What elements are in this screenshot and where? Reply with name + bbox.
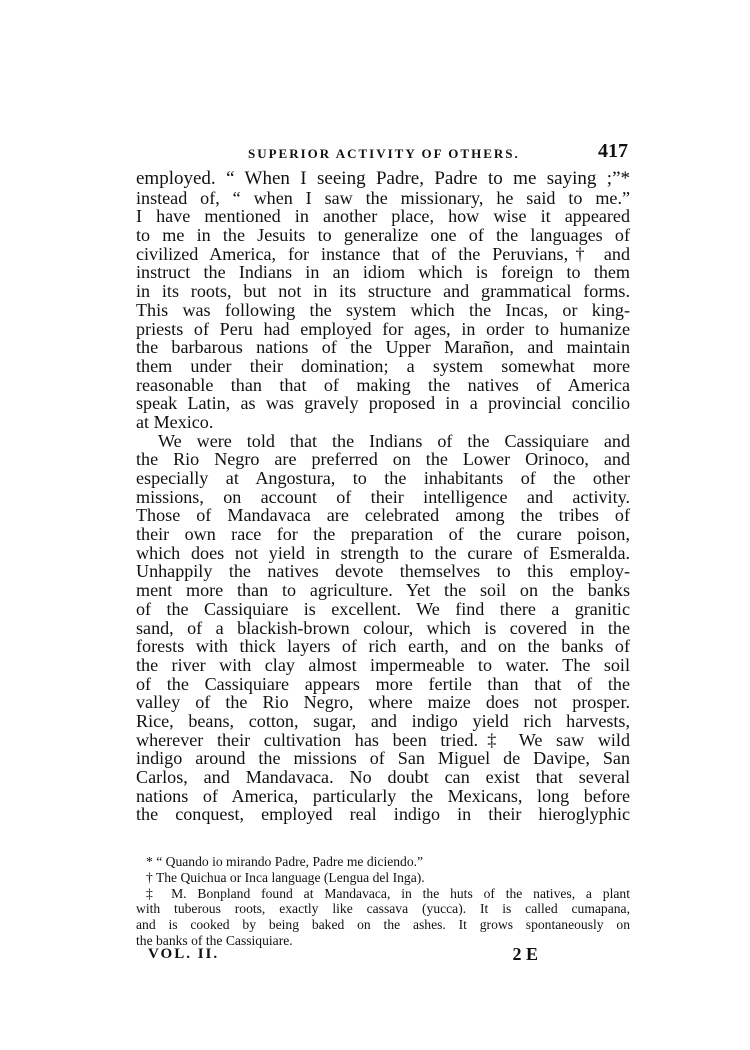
text-line: the conquest, employed real indigo in their hieroglyphic [136, 804, 630, 825]
text-line: of the Cassiquiare appears more fertile than that of the [136, 673, 630, 694]
footnote-line: † The Quichua or Inca language (Lengua del Inga). [146, 869, 425, 885]
text-line: We were told that the Indians of the Cassiquiare and [158, 430, 630, 451]
text-line: Carlos, and Mandavaca. No doubt can exist that several [136, 767, 630, 787]
text-line: their own race for the preparation of the curare poison, [136, 524, 630, 545]
text-line: the river with clay almost impermeable to water. The soil [136, 654, 630, 675]
text-line: missions, on account of their intelligence and activity. [136, 486, 630, 507]
text-line: priests of Peru had employed for ages, in order to humanize [136, 318, 630, 339]
text-line: forests with thick layers of rich earth, and on the banks of [136, 636, 630, 657]
text-line: Unhappily the natives devote themselves to this employ- [136, 561, 630, 582]
text-line: the Rio Negro are preferred on the Lower Orinoco, and [136, 449, 630, 470]
text-line: in its roots, but not in its structure and grammatical forms. [136, 281, 630, 302]
text-line: instruct the Indians in an idiom which is foreign to them [136, 262, 630, 283]
text-line: indigo around the missions of San Miguel de Davipe, San [136, 748, 630, 769]
text-line: especially at Angostura, to the inhabitants of the other [136, 468, 630, 488]
text-line: speak Latin, as was gravely proposed in a provincial concilio [136, 393, 630, 414]
page-header [136, 140, 628, 168]
page-number: 417 [598, 140, 628, 162]
running-head: SUPERIOR ACTIVITY OF OTHERS. [248, 146, 520, 161]
text-line: which does not yield in strength to the curare of Esmeralda. [136, 542, 630, 563]
footnote-line: and is cooked by being baked on the ashes. It grows spontaneously on [136, 917, 630, 933]
text-line: them under their domination; a system somewhat more [136, 355, 630, 376]
text-line: valley of the Rio Negro, where maize does not prosper. [136, 692, 630, 713]
body-text [136, 170, 630, 824]
text-line: nations of America, particularly the Mexicans, long before [136, 785, 630, 806]
text-line: instead of, “ when I saw the missionary, he said to me.” [136, 187, 630, 208]
volume-label: VOL. II. [148, 946, 220, 962]
footnotes [136, 854, 630, 949]
footnote-line: ‡ M. Bonpland found at Mandavaca, in the huts of the natives, a plant [146, 885, 630, 901]
text-line: to me in the Jesuits to generalize one of the languages of [136, 225, 630, 246]
text-line: Rice, beans, cotton, sugar, and indigo yield rich harvests, [136, 710, 630, 731]
text-line: Those of Mandavaca are celebrated among the tribes of [136, 505, 630, 526]
page-footer [148, 946, 538, 968]
text-line: sand, of a blackish-brown colour, which is covered in the [136, 617, 630, 638]
text-line: at Mexico. [136, 411, 214, 432]
text-line: of the Cassiquiare is excellent. We find there a granitic [136, 598, 630, 619]
footnote-line: * “ Quando io mirando Padre, Padre me diciendo.” [146, 854, 424, 869]
footnote-line: with tuberous roots, exactly like cassava (yucca). It is called cumapana, [136, 901, 630, 917]
footnote-line: the banks of the Cassiquiare. [136, 932, 293, 948]
text-line: wherever their cultivation has been tried.‡ We saw wild [136, 729, 630, 750]
text-line: employed. “ When I seeing Padre, Padre to me saying ;”* [136, 168, 630, 189]
text-line: reasonable than that of making the natives of America [136, 374, 630, 395]
text-line: This was following the system which the Incas, or king- [136, 299, 630, 320]
text-line: I have mentioned in another place, how wise it appeared [136, 206, 630, 227]
signature-mark: 2 E [512, 944, 538, 964]
text-line: ment more than to agriculture. Yet the soil on the banks [136, 580, 630, 601]
text-line: civilized America, for instance that of the Peruvians,† and [136, 243, 630, 264]
text-line: the barbarous nations of the Upper Marañon, and maintain [136, 337, 630, 358]
